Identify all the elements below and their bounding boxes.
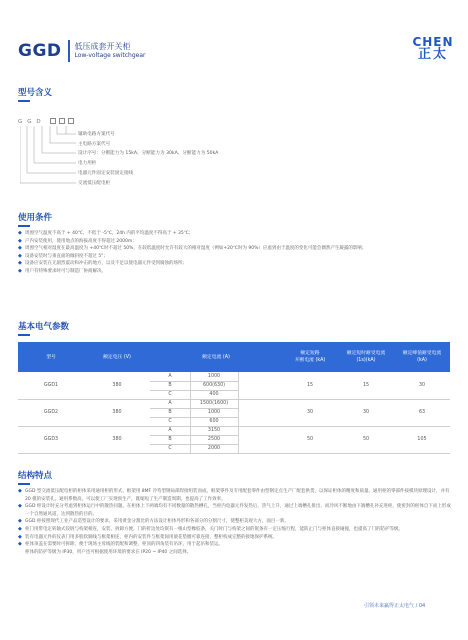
table-header-cell: 型号	[46, 354, 56, 360]
logo-text-cn: 正太	[417, 47, 448, 62]
table-cell-grade: A	[168, 401, 172, 406]
model-desc-item: 设计序号：分断能力为 15kA、分断能力为 30kA、分断能力为 50kA	[78, 151, 219, 156]
table-header-cell: 额定电压 (V)	[103, 354, 131, 360]
model-desc-item: 交流低压配电柜	[78, 181, 111, 186]
bullet-icon: ◆	[18, 488, 22, 494]
table-cell-grade: A	[168, 428, 172, 433]
model-desc-item: 电力用柜	[78, 161, 97, 166]
logo-text-en: CHEN	[412, 35, 454, 49]
list-item: ◆ 柜体顶盖在需要时可拆除，便于现场主母线的装配和调整，柜顶的四角装有吊环，用于起吊和装运。	[18, 541, 223, 548]
table-header-cell: 额定电流 (A)	[202, 354, 230, 360]
table-header-cell: 额定短时耐受电流 (1s)(kA)	[346, 351, 386, 363]
section-title-structure: 结构特点	[18, 471, 53, 481]
model-desc-item: 辅助电路方案代号	[78, 132, 115, 137]
section-title-conditions: 使用条件	[18, 213, 53, 223]
table-cell-grade: B	[168, 437, 172, 442]
conditions-list	[18, 230, 458, 276]
list-item: ◆ 用户有特殊要求时可与制造厂协商解决。	[18, 267, 106, 274]
list-item: ◆ 装有电器元件的仪表门用多股软铜线与框架相连，柜内的安装件与框架间用滚花垫圈可靠连接，整柜构成完整的接地保护系统。	[18, 533, 277, 540]
model-letters: G G D	[18, 119, 43, 125]
table-cell-current: 3150	[207, 428, 221, 433]
table-header-cell: 额定峰值耐受电流 (kA)	[402, 351, 442, 363]
table-rule	[150, 408, 238, 409]
table-cell-model: GGD3	[43, 437, 59, 442]
model-box	[50, 118, 56, 124]
section-title-params: 基本电气参数	[18, 322, 70, 332]
table-cell-grade: C	[168, 446, 172, 451]
header-title-cn: 低压成套开关柜	[74, 42, 131, 51]
list-item: ◆ 周围空气相对湿度在最高温度为 +40℃时不超过 50%，在较低温度时允许有较大的相对湿度（例如+20℃时为 90%）应虑到由于温度的变化可能会偶然产生凝露的影响；	[18, 245, 367, 252]
table-cell-current: 600	[209, 419, 219, 424]
page-header	[18, 38, 145, 64]
table-cell-short-time: 50	[362, 437, 370, 442]
model-box	[59, 118, 65, 124]
table-cell-current: 400	[209, 392, 219, 397]
table-rule	[150, 435, 238, 436]
bullet-icon: ◆	[18, 267, 22, 274]
list-item: ◆ 周围空气温度不高于 + 40℃，不低于 -5℃，24h 内的平均温度不得高于 + 35℃；	[18, 230, 194, 236]
list-item: ◆ 柜门用带电定转轴式铰链与构架相连，安装、拆卸方便。门的折边处均嵌有一根山型橡胶条，关门时门与构架之间的嵌条有一定压缩行程，能防止门与柜体直接碰撞，也提高了门的防护等级。	[18, 525, 403, 532]
table-cell-short-time: 15	[362, 383, 370, 388]
table-rule	[150, 390, 238, 391]
list-item: ◆ GGD 型交流低压配电柜的柜体采用通用柜的形式，框架用 8MF 冷弯型钢局部焊接组装而成，框架零件及专用配套零件由型钢定点生产厂配套供货，以保证柜体的精度和质量。通用柜的零部件按模块原理设计，并有 20 模的安装孔，通用系数高，可以使工厂实现预生产，既缩短了生产制造周期，也提高了工作效率。	[18, 488, 450, 502]
list-item: 柜体的防护等级为 IP30，用户也可根据使用环境的要求在 IP20 ~ IP40 之间选择。	[25, 549, 192, 555]
list-item: ◆ 设备应安装在无剧烈震动和冲击的地方，以及不足以使电器元件受到腐蚀的场所；	[18, 260, 187, 267]
section-title-model: 型号含义	[18, 88, 53, 98]
bullet-icon: ◆	[18, 260, 22, 267]
model-desc-item: 电器元件固定安装固定接线	[78, 171, 134, 176]
bullet-icon: ◆	[18, 533, 22, 540]
table-cell-model: GGD1	[43, 383, 59, 388]
table-rule	[18, 399, 450, 400]
model-desc-item: 主电路方案代号	[78, 142, 111, 147]
table-rule	[18, 453, 450, 454]
table-rule	[150, 381, 238, 382]
bullet-icon: ◆	[18, 503, 22, 510]
bullet-icon: ◆	[18, 525, 22, 532]
section-underline	[18, 100, 30, 102]
section-underline	[18, 483, 30, 485]
header-title-en: Low-voltage switchgear	[74, 52, 146, 59]
table-header-cell: 额定短路 开断电流 (kA)	[294, 351, 326, 363]
model-boxes	[50, 118, 74, 124]
bullet-icon: ◆	[18, 245, 22, 252]
table-cell-breaking: 50	[306, 437, 314, 442]
table-cell-peak: 30	[418, 383, 426, 388]
header-titles	[75, 42, 146, 60]
page-footer: 引领未来赢得正太电气 / 04	[364, 603, 426, 609]
header-divider	[68, 40, 70, 62]
table-rule	[150, 444, 238, 445]
list-item: ◆ 设备安装时与垂直面的倾斜度不超过 5°；	[18, 252, 109, 259]
brand-logo	[409, 36, 457, 62]
model-box	[68, 118, 74, 124]
table-rule	[150, 417, 238, 418]
table-cell-voltage: 380	[112, 410, 122, 415]
table-cell-grade: C	[168, 419, 172, 424]
bullet-icon: ◆	[18, 237, 22, 244]
table-cell-current: 1000	[207, 410, 221, 415]
table-cell-current: 600(630)	[202, 383, 226, 388]
table-rule	[190, 372, 191, 453]
structure-list	[18, 488, 458, 556]
table-rule	[238, 372, 239, 453]
table-cell-voltage: 380	[112, 437, 122, 442]
table-cell-peak: 63	[418, 410, 426, 415]
table-cell-current: 2500	[207, 437, 221, 442]
table-cell-short-time: 30	[362, 410, 370, 415]
table-cell-breaking: 30	[306, 410, 314, 415]
bullet-icon: ◆	[18, 518, 22, 525]
table-cell-current: 1500(1600)	[199, 401, 229, 406]
table-cell-grade: B	[168, 410, 172, 415]
table-cell-grade: C	[168, 392, 172, 397]
table-cell-breaking: 15	[306, 383, 314, 388]
bullet-icon: ◆	[18, 541, 22, 548]
list-item: ◆ 户内安装使用，使用地点的海拔高度不得超过 2000m；	[18, 237, 137, 244]
table-cell-peak: 105	[417, 437, 427, 442]
table-cell-grade: A	[168, 374, 172, 379]
list-item: ◆ GGD 柜设计时充分考虑到柜体运行中的散热问题。在柜体上下两端均有不同数量的散热槽孔，当柜内电器元件发热后，热气上升，通过上端槽孔排出，而冷风不断地由下端槽孔补充进柜，使密封的柜体自下而上形成一个自然通风道，达到散热的目的。	[18, 503, 451, 517]
table-cell-grade: B	[168, 383, 172, 388]
bullet-icon: ◆	[18, 252, 22, 259]
section-underline	[18, 225, 30, 227]
table-cell-model: GGD2	[43, 410, 59, 415]
list-item: ◆ GGD 柜按照现代工业产品造型设计的要求，采用黄金分割比的方法设计柜体外形和各部分的分割尺寸，使整柜美观大方，面目一新。	[18, 518, 289, 525]
product-code: GGD	[18, 41, 62, 61]
table-cell-current: 1000	[207, 374, 221, 379]
bullet-icon: ◆	[18, 230, 22, 236]
section-underline	[18, 334, 30, 336]
table-cell-voltage: 380	[112, 383, 122, 388]
table-cell-current: 2000	[207, 446, 221, 451]
table-rule	[18, 426, 450, 427]
